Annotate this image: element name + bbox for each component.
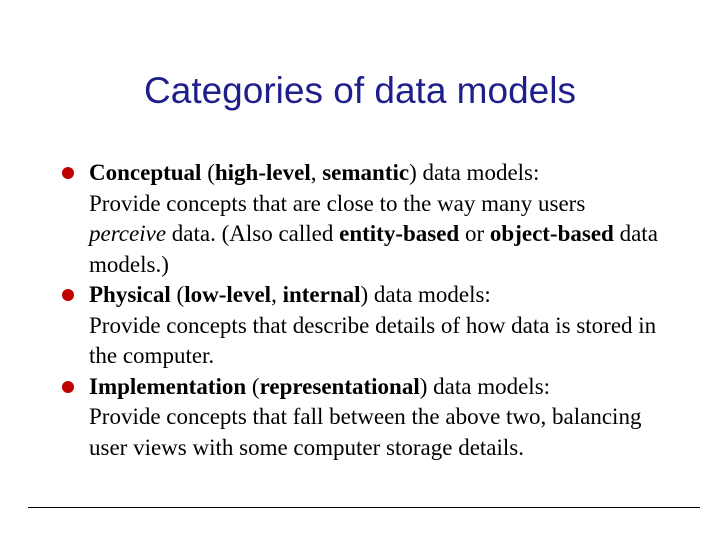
text: ) data models: xyxy=(419,373,551,399)
term: semantic xyxy=(322,160,410,185)
term: internal xyxy=(282,282,361,307)
term: entity-based xyxy=(339,221,460,246)
bullet-list xyxy=(62,158,662,463)
text: ( xyxy=(246,373,260,399)
bullet-description xyxy=(89,189,662,281)
text: data models.) xyxy=(89,221,658,277)
term: representational xyxy=(259,373,420,399)
text: Provide concepts that are close to the way many users xyxy=(89,190,586,216)
bullet-implementation xyxy=(62,372,662,464)
emphasis: perceive xyxy=(89,221,167,246)
text: data. (Also called xyxy=(166,221,340,246)
term: Implementation xyxy=(89,373,247,399)
bullet-description: Provide concepts that fall between the above two, balancing user views with some computer storage details. xyxy=(89,404,642,460)
text: ( xyxy=(170,282,185,307)
term: Physical xyxy=(89,282,171,307)
bullet-physical xyxy=(62,280,662,372)
text: , xyxy=(310,160,323,185)
term: Conceptual xyxy=(89,160,202,185)
text: ( xyxy=(201,160,215,185)
term: object-based xyxy=(489,221,614,246)
term: high-level xyxy=(214,160,311,185)
footer-divider xyxy=(28,507,700,508)
bullet-dot-icon xyxy=(62,167,74,179)
text: or xyxy=(459,221,490,246)
bullet-dot-icon xyxy=(62,289,74,301)
slide-title: Categories of data models xyxy=(144,70,576,111)
text: ) data models: xyxy=(409,160,540,185)
text: ) data models: xyxy=(360,282,491,307)
term: low-level xyxy=(184,282,272,307)
bullet-dot-icon xyxy=(62,381,74,393)
bullet-description: Provide concepts that describe details of how data is stored in the computer. xyxy=(89,312,657,368)
bullet-conceptual xyxy=(62,158,662,280)
text: , xyxy=(271,282,283,307)
